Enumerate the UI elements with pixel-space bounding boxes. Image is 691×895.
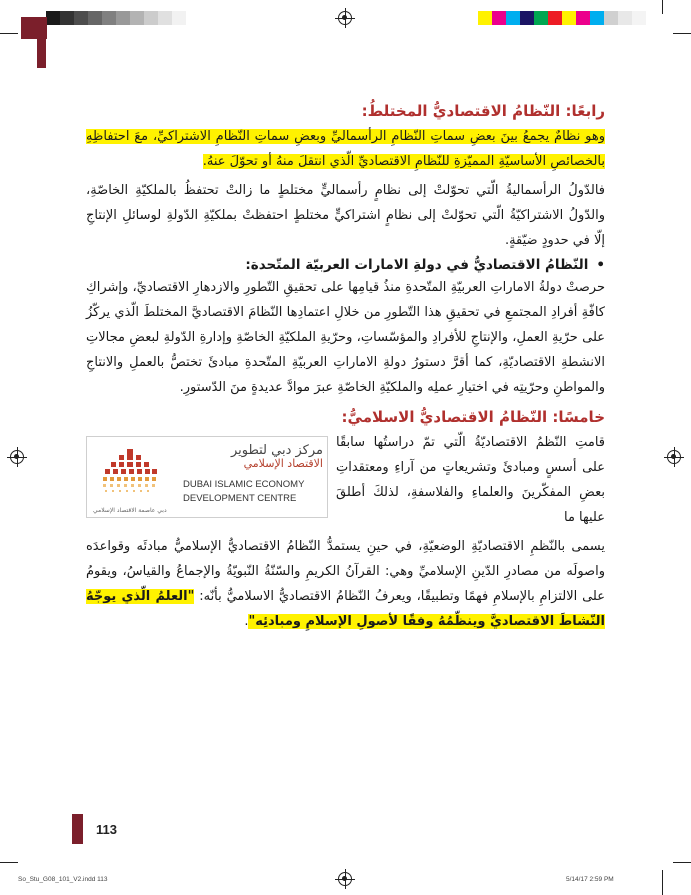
crop-mark	[673, 862, 691, 863]
section5-paragraph-text: يسمى بالنّظمِ الاقتصاديّةِ الوضعيّةِ، في حينِ يستمدُّ النّظامُ الاقتصاديُّ الإسلاميُّ مبادئَه وقواعدَه واصولَه من مصادرِ الدّينِ الإسلاميِّ وهي: القرآنُ الكريمِ والسّنّةُ النّبويّةُ والإجماعُ والقياسُ، ويقومُ على الالتزامِ بالإسلامِ فهمًا وتطبيقًا، ويعرفُ النّظامُ الاقتصاديُّ الاسلاميُّ بأنّه:	[86, 539, 605, 604]
color-swatch	[632, 11, 646, 25]
color-swatch	[46, 11, 60, 25]
color-swatch	[102, 11, 116, 25]
registration-mark-top-icon	[338, 11, 352, 25]
section5-heading: خامسًا: النّظامُ الاقتصاديُّ الاسلاميُّ:	[341, 408, 605, 426]
registration-mark-bottom-icon	[338, 872, 352, 886]
section4-paragraph: فالدّولُ الرأسماليةُ الّتي تحوّلتْ إلى نظامٍ رأسماليٍّ مختلطٍ ما زالتْ تحتفظُ بالملكيّةِ الخاصّةِ، والدّولُ الاشتراكيّةُ الّتي تحوّلتْ إلى نظامٍ اشتراكيٍّ مختلطٍ احتفظتْ بملكيّةِ الدّولةِ لوسائلِ الإنتاجِ إلّا في حدودٍ ضيّقةٍ.	[86, 183, 605, 248]
section4-definition	[86, 124, 605, 174]
color-swatch	[618, 11, 632, 25]
logo-dome-icon	[95, 445, 165, 507]
registration-mark-right-icon	[667, 450, 681, 464]
gray-color-bar	[46, 11, 186, 25]
color-swatch	[130, 11, 144, 25]
dubai-islamic-economy-logo	[86, 436, 328, 518]
crop-mark	[662, 870, 663, 895]
cmyk-color-bar	[478, 11, 646, 25]
color-swatch	[562, 11, 576, 25]
color-swatch	[506, 11, 520, 25]
color-swatch	[604, 11, 618, 25]
color-swatch	[158, 11, 172, 25]
section4-definition-highlight: وهو نظامٌ يجمعُ بينَ بعضِ سماتِ النّظامِ الرأسماليِّ وبعضِ سماتِ النّظامِ الاشتراكيِّ، معَ احتفاظِهِ بالخصائصِ الأساسيّةِ المميّزةِ للنّظامِ الاقتصاديِّ الّذي انتقلَ منهُ أو تحوّلَ عنهُ.	[86, 129, 605, 169]
color-swatch	[172, 11, 186, 25]
section5-paragraph-end: .	[244, 614, 249, 629]
logo-arabic-line2: الاقتصاد الإسلامي	[243, 457, 323, 470]
registration-mark-left-icon	[10, 450, 24, 464]
color-swatch	[88, 11, 102, 25]
color-swatch	[60, 11, 74, 25]
color-swatch	[478, 11, 492, 25]
section5-wrapped-paragraph: قامتِ النّظمُ الاقتصاديّةُ الّتي تمّ دراستُها سابقًا على أسسٍ ومبادئَ وتشريعاتٍ من آراءِ ومعتقداتِ بعضِ المفكّرينَ والعلماءِ والفلاسفةِ، لذلكَ أطلقَ عليها ما	[336, 435, 605, 525]
logo-arabic-line1: مركز دبي لتطوير	[230, 443, 323, 458]
color-swatch	[74, 11, 88, 25]
color-swatch	[534, 11, 548, 25]
color-swatch	[144, 11, 158, 25]
logo-english-line1: DUBAI ISLAMIC ECONOMY	[183, 479, 305, 490]
logo-caption: دبي عاصمة الاقتصاد الإسلامي	[93, 507, 167, 514]
crop-mark	[662, 0, 663, 14]
section5-paragraph	[86, 534, 605, 634]
logo-english-line2: DEVELOPMENT CENTRE	[183, 493, 297, 504]
crop-mark	[0, 862, 18, 863]
page-number-bar	[72, 814, 83, 844]
page-content	[86, 94, 605, 638]
color-swatch	[520, 11, 534, 25]
chapter-tab-stripe	[37, 22, 46, 68]
color-swatch	[590, 11, 604, 25]
section5-body	[86, 430, 605, 634]
color-swatch	[576, 11, 590, 25]
date-slug: 5/14/17 2:59 PM	[566, 876, 614, 883]
color-swatch	[492, 11, 506, 25]
color-swatch	[548, 11, 562, 25]
islamic-economy-definition-highlight: "العلمُ الّذي يوجّهُ النّشاطَ الاقتصاديَّ وينظّمُهُ وفقًا لأصولِ الإسلامِ ومبادئِه"	[86, 589, 605, 629]
page-number: 113	[96, 822, 117, 837]
file-slug: So_Stu_G08_101_V2.indd 113	[18, 876, 108, 883]
crop-mark	[673, 33, 691, 34]
section4-heading: رابعًا: النّظامُ الاقتصاديُّ المختلطُ:	[361, 102, 605, 120]
uae-section-title: • النّظامُ الاقتصاديُّ في دولةِ الامارات العربيّة المتّحدة:	[86, 257, 605, 273]
color-swatch	[116, 11, 130, 25]
uae-paragraph: حرصتْ دولةُ الاماراتِ العربيّةِ المتّحدةِ منذُ قيامِها على تحقيقِ التّطورِ والازدهارِ الاقتصاديِّ، وإشراكِ كافّةِ أفرادِ المجتمعِ في تحقيقِ هذا التّطورِ من خلالِ اعتمادِها النّظامَ الاقتصاديَّ المختلطَ الّذي يركّزُ على حرّيةِ العملِ، والإنتاجِ للأفرادِ والمؤسّساتِ، وحرّيةِ الملكيّةِ الخاصّةِ وإدارةِ الدّولةِ لبعضِ مجالاتِ الانشطةِ الاقتصاديّةِ، كما أقرَّ دستورُ دولةِ الاماراتِ العربيّةِ المتّحدةِ مبادئَ تختصُّ بالعملِ والانتاجِ والمواطنِ وحرّيتِه في اختيارِ عملِه والملكيّةِ الخاصّةِ عبرَ موادَّ عديدةٍ منَ الدّستورِ.	[86, 280, 605, 395]
crop-mark	[0, 33, 18, 34]
